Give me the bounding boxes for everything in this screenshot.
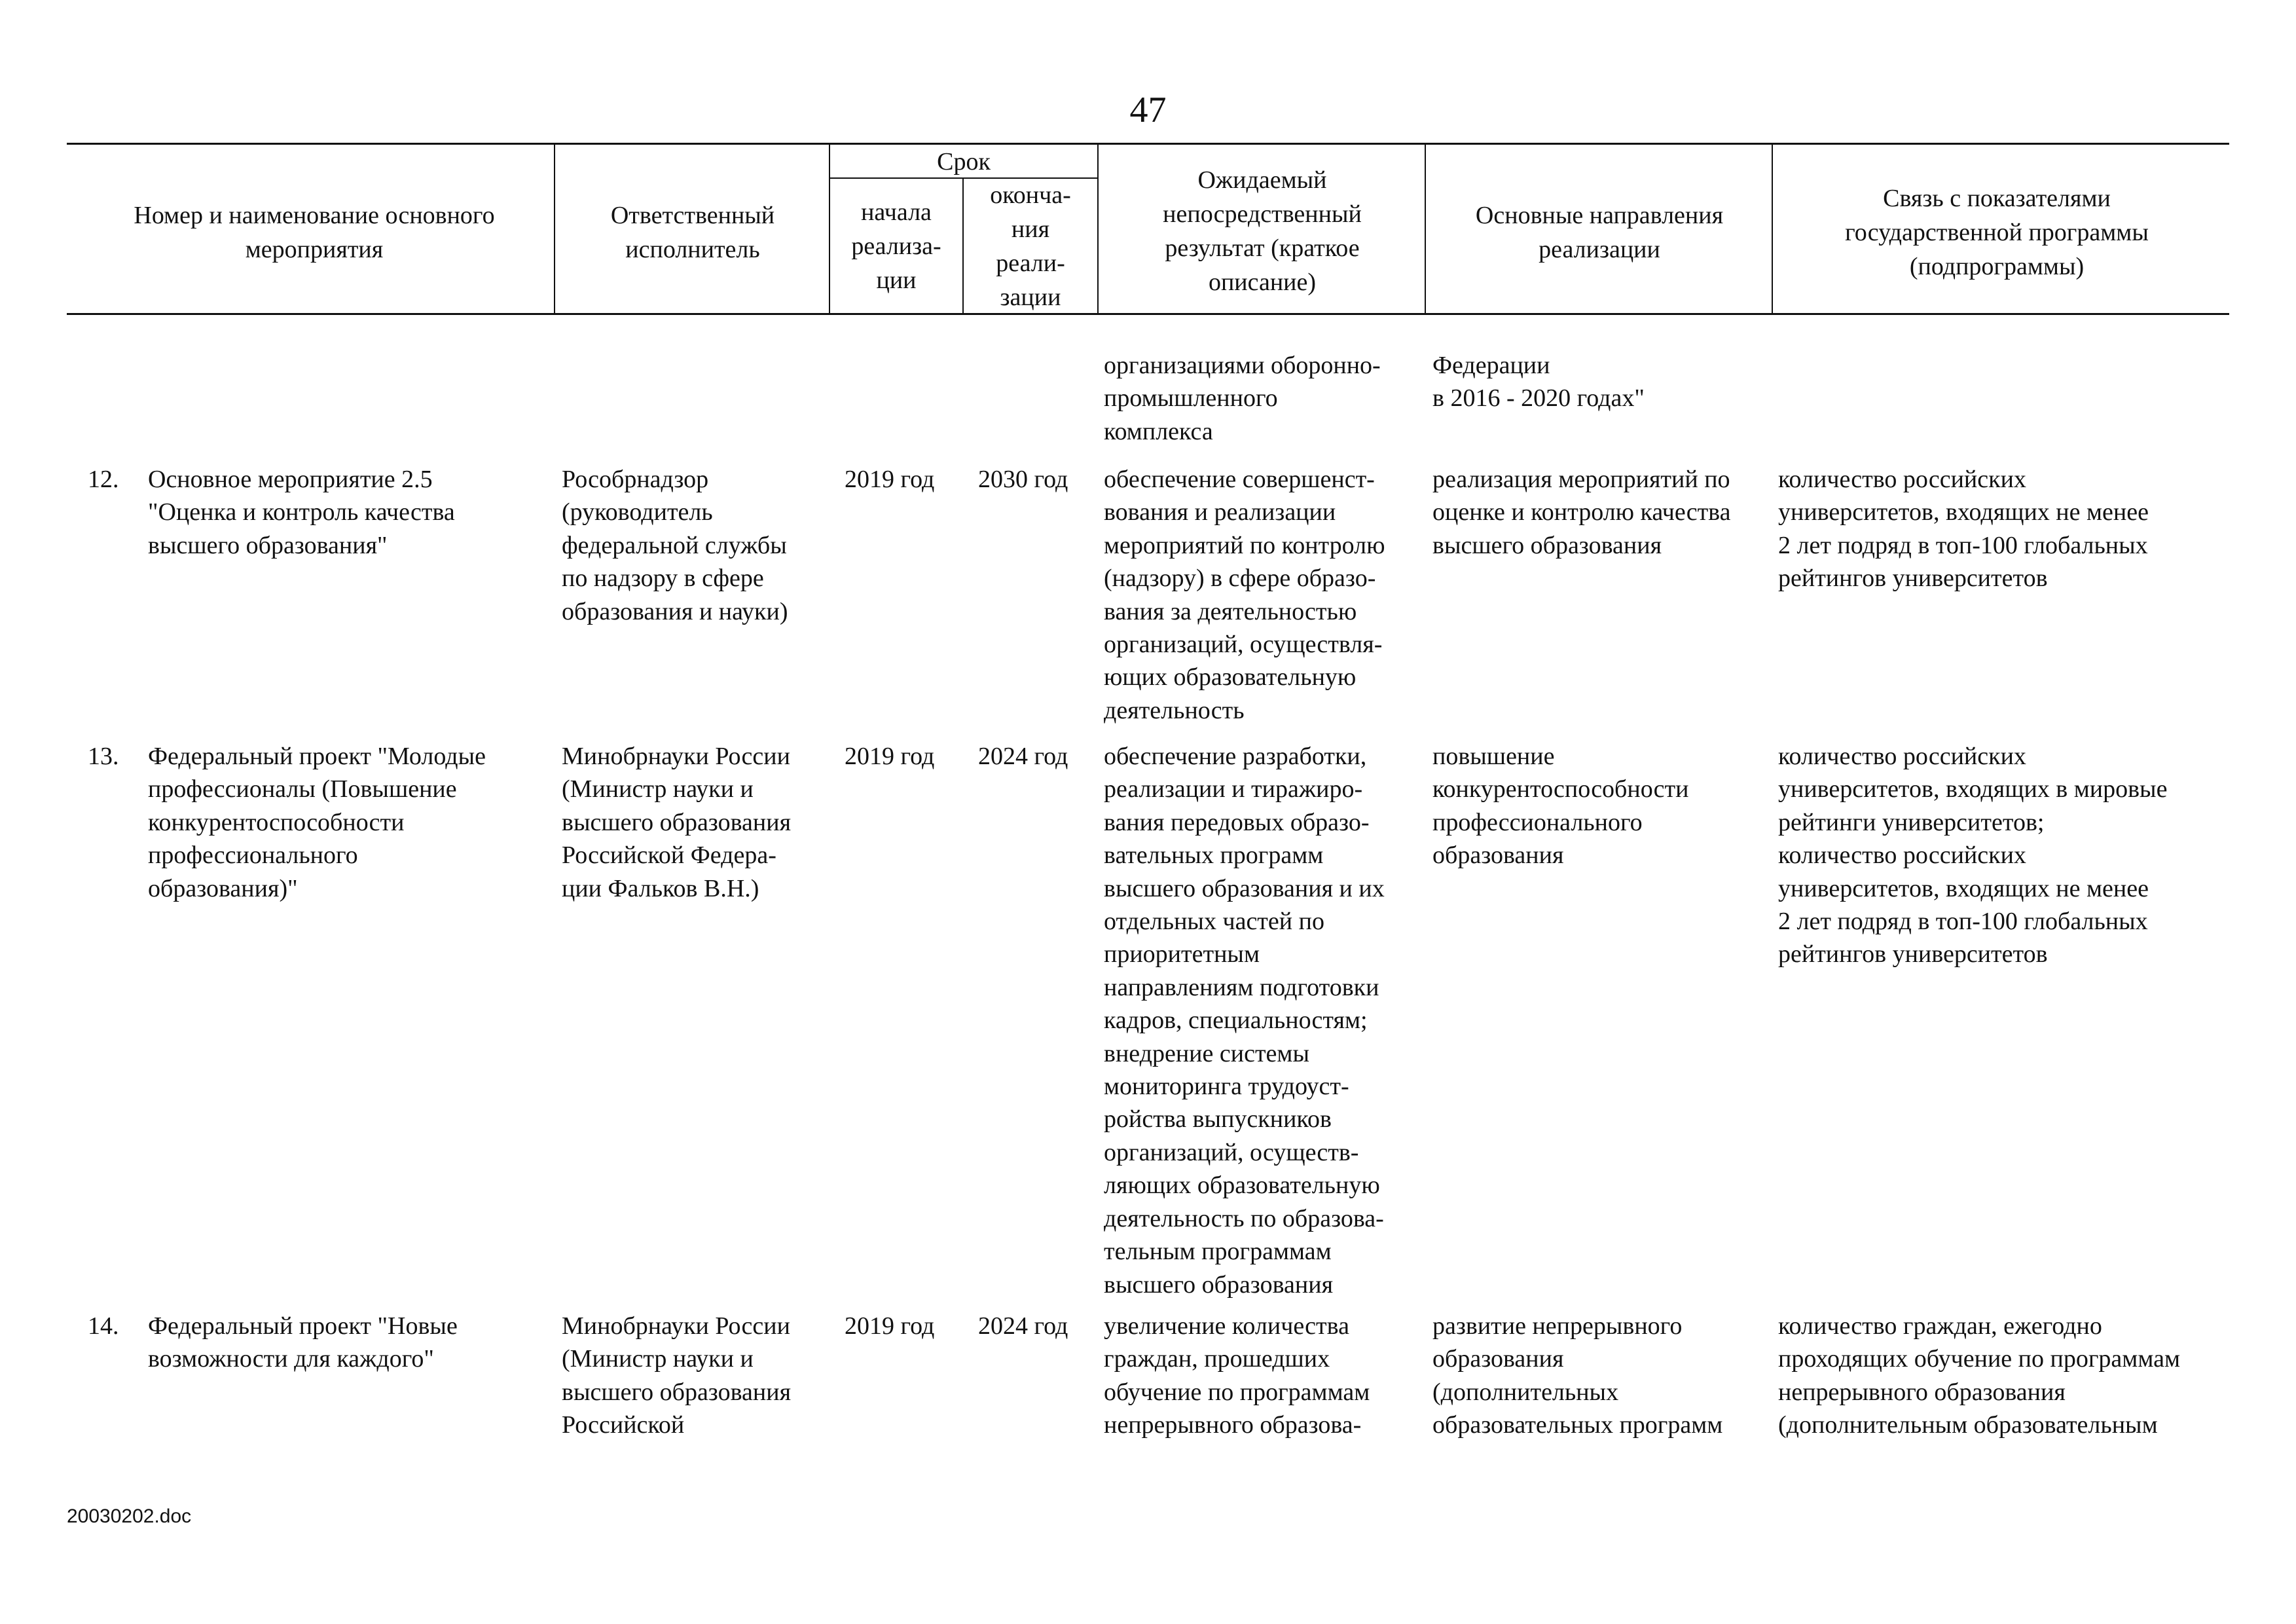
- table-top-rule: [67, 143, 2229, 145]
- executor: Минобрнауки России (Министр науки и высшего образования Российской Федера- ции Фальков В.Н.): [562, 743, 792, 902]
- start-year: 2019 год: [845, 1312, 935, 1340]
- expected-result: обеспечение разработки, реализации и тиражиро- вания передовых образо- вательных программ высшего образования и их отдельных частей по приоритетным направлениям подготовки кадров, специальностям; внедрение системы мониторинга трудоуст- ройства выпускников организаций, осуществ- ляющих образовательную деятельность по образова- тельным программам высшего образования: [1104, 743, 1385, 1299]
- executor: Рособрнадзор (руководитель федеральной службы по надзору в сфере образования и науки): [562, 466, 788, 625]
- activity-name: Федеральный проект "Новые возможности для каждого": [148, 1312, 458, 1373]
- header-link: [1794, 167, 2200, 298]
- column-divider: [962, 177, 964, 314]
- header-result-label: Ожидаемый непосредственный результат (краткое описание): [1163, 166, 1362, 296]
- end-year: 2030 год: [978, 466, 1068, 493]
- executor: Минобрнауки России (Министр науки и высшего образования Российской: [562, 1312, 792, 1439]
- program-indicators: количество российских университетов, входящих в мировые рейтинги университетов; количество российских университетов, входящих не менее 2 лет подряд в топ-100 глобальных рейтингов университетов: [1778, 743, 2168, 969]
- header-activity-label: Номер и наименование основного мероприятия: [134, 202, 495, 263]
- header-start: [833, 179, 960, 313]
- expected-result: обеспечение совершенст- вования и реализации мероприятий по контролю (надзору) в сфере образо- вания за деятельностью организаций, осуществля- ющих образовательную деятельность: [1104, 466, 1385, 724]
- row-number: 14.: [88, 1312, 119, 1340]
- header-executor: [576, 183, 809, 282]
- header-srok: Срок: [937, 148, 991, 175]
- header-result: [1113, 151, 1412, 312]
- header-end-label: оконча- ния реали- зации: [990, 181, 1071, 311]
- header-start-label: начала реализа- ции: [851, 198, 941, 294]
- program-indicators: количество российских университетов, входящих не менее 2 лет подряд в топ-100 глобальных рейтингов университетов: [1778, 466, 2149, 593]
- column-divider: [1097, 143, 1099, 314]
- header-link-label: Связь с показателями государственной программы (подпрограммы): [1845, 185, 2149, 280]
- page-number: 47: [1129, 90, 1167, 130]
- continuation-directions: Федерации в 2016 - 2020 годах": [1432, 352, 1645, 413]
- row-number: 12.: [88, 466, 119, 493]
- column-divider: [554, 143, 555, 314]
- end-year: 2024 год: [978, 743, 1068, 770]
- header-directions-label: Основные направления реализации: [1475, 202, 1724, 263]
- header-bottom-rule: [67, 313, 2229, 315]
- column-divider: [1772, 143, 1773, 314]
- header-activity: [98, 183, 530, 282]
- header-executor-label: Ответственный исполнитель: [610, 202, 775, 263]
- start-year: 2019 год: [845, 466, 935, 493]
- column-divider: [1425, 143, 1426, 314]
- start-year: 2019 год: [845, 743, 935, 770]
- row-number: 13.: [88, 743, 119, 770]
- activity-name: Основное мероприятие 2.5 "Оценка и контроль качества высшего образования": [148, 466, 455, 559]
- continuation-result: организациями оборонно- промышленного комплекса: [1104, 352, 1381, 445]
- activity-name: Федеральный проект "Молодые профессионалы (Повышение конкурентоспособности профессионального образования)": [148, 743, 486, 902]
- expected-result: увеличение количества граждан, прошедших обучение по программам непрерывного образова-: [1104, 1312, 1370, 1439]
- implementation-directions: повышение конкурентоспособности профессионального образования: [1432, 743, 1689, 870]
- implementation-directions: реализация мероприятий по оценке и контролю качества высшего образования: [1432, 466, 1731, 559]
- program-indicators: количество граждан, ежегодно проходящих обучение по программам непрерывного образования (дополнительным образовательным: [1778, 1312, 2181, 1439]
- end-year: 2024 год: [978, 1312, 1068, 1340]
- header-end: [966, 179, 1095, 313]
- header-directions: [1447, 183, 1752, 282]
- document-filename: 20030202.doc: [67, 1505, 192, 1527]
- implementation-directions: развитие непрерывного образования (дополнительных образовательных программ: [1432, 1312, 1723, 1439]
